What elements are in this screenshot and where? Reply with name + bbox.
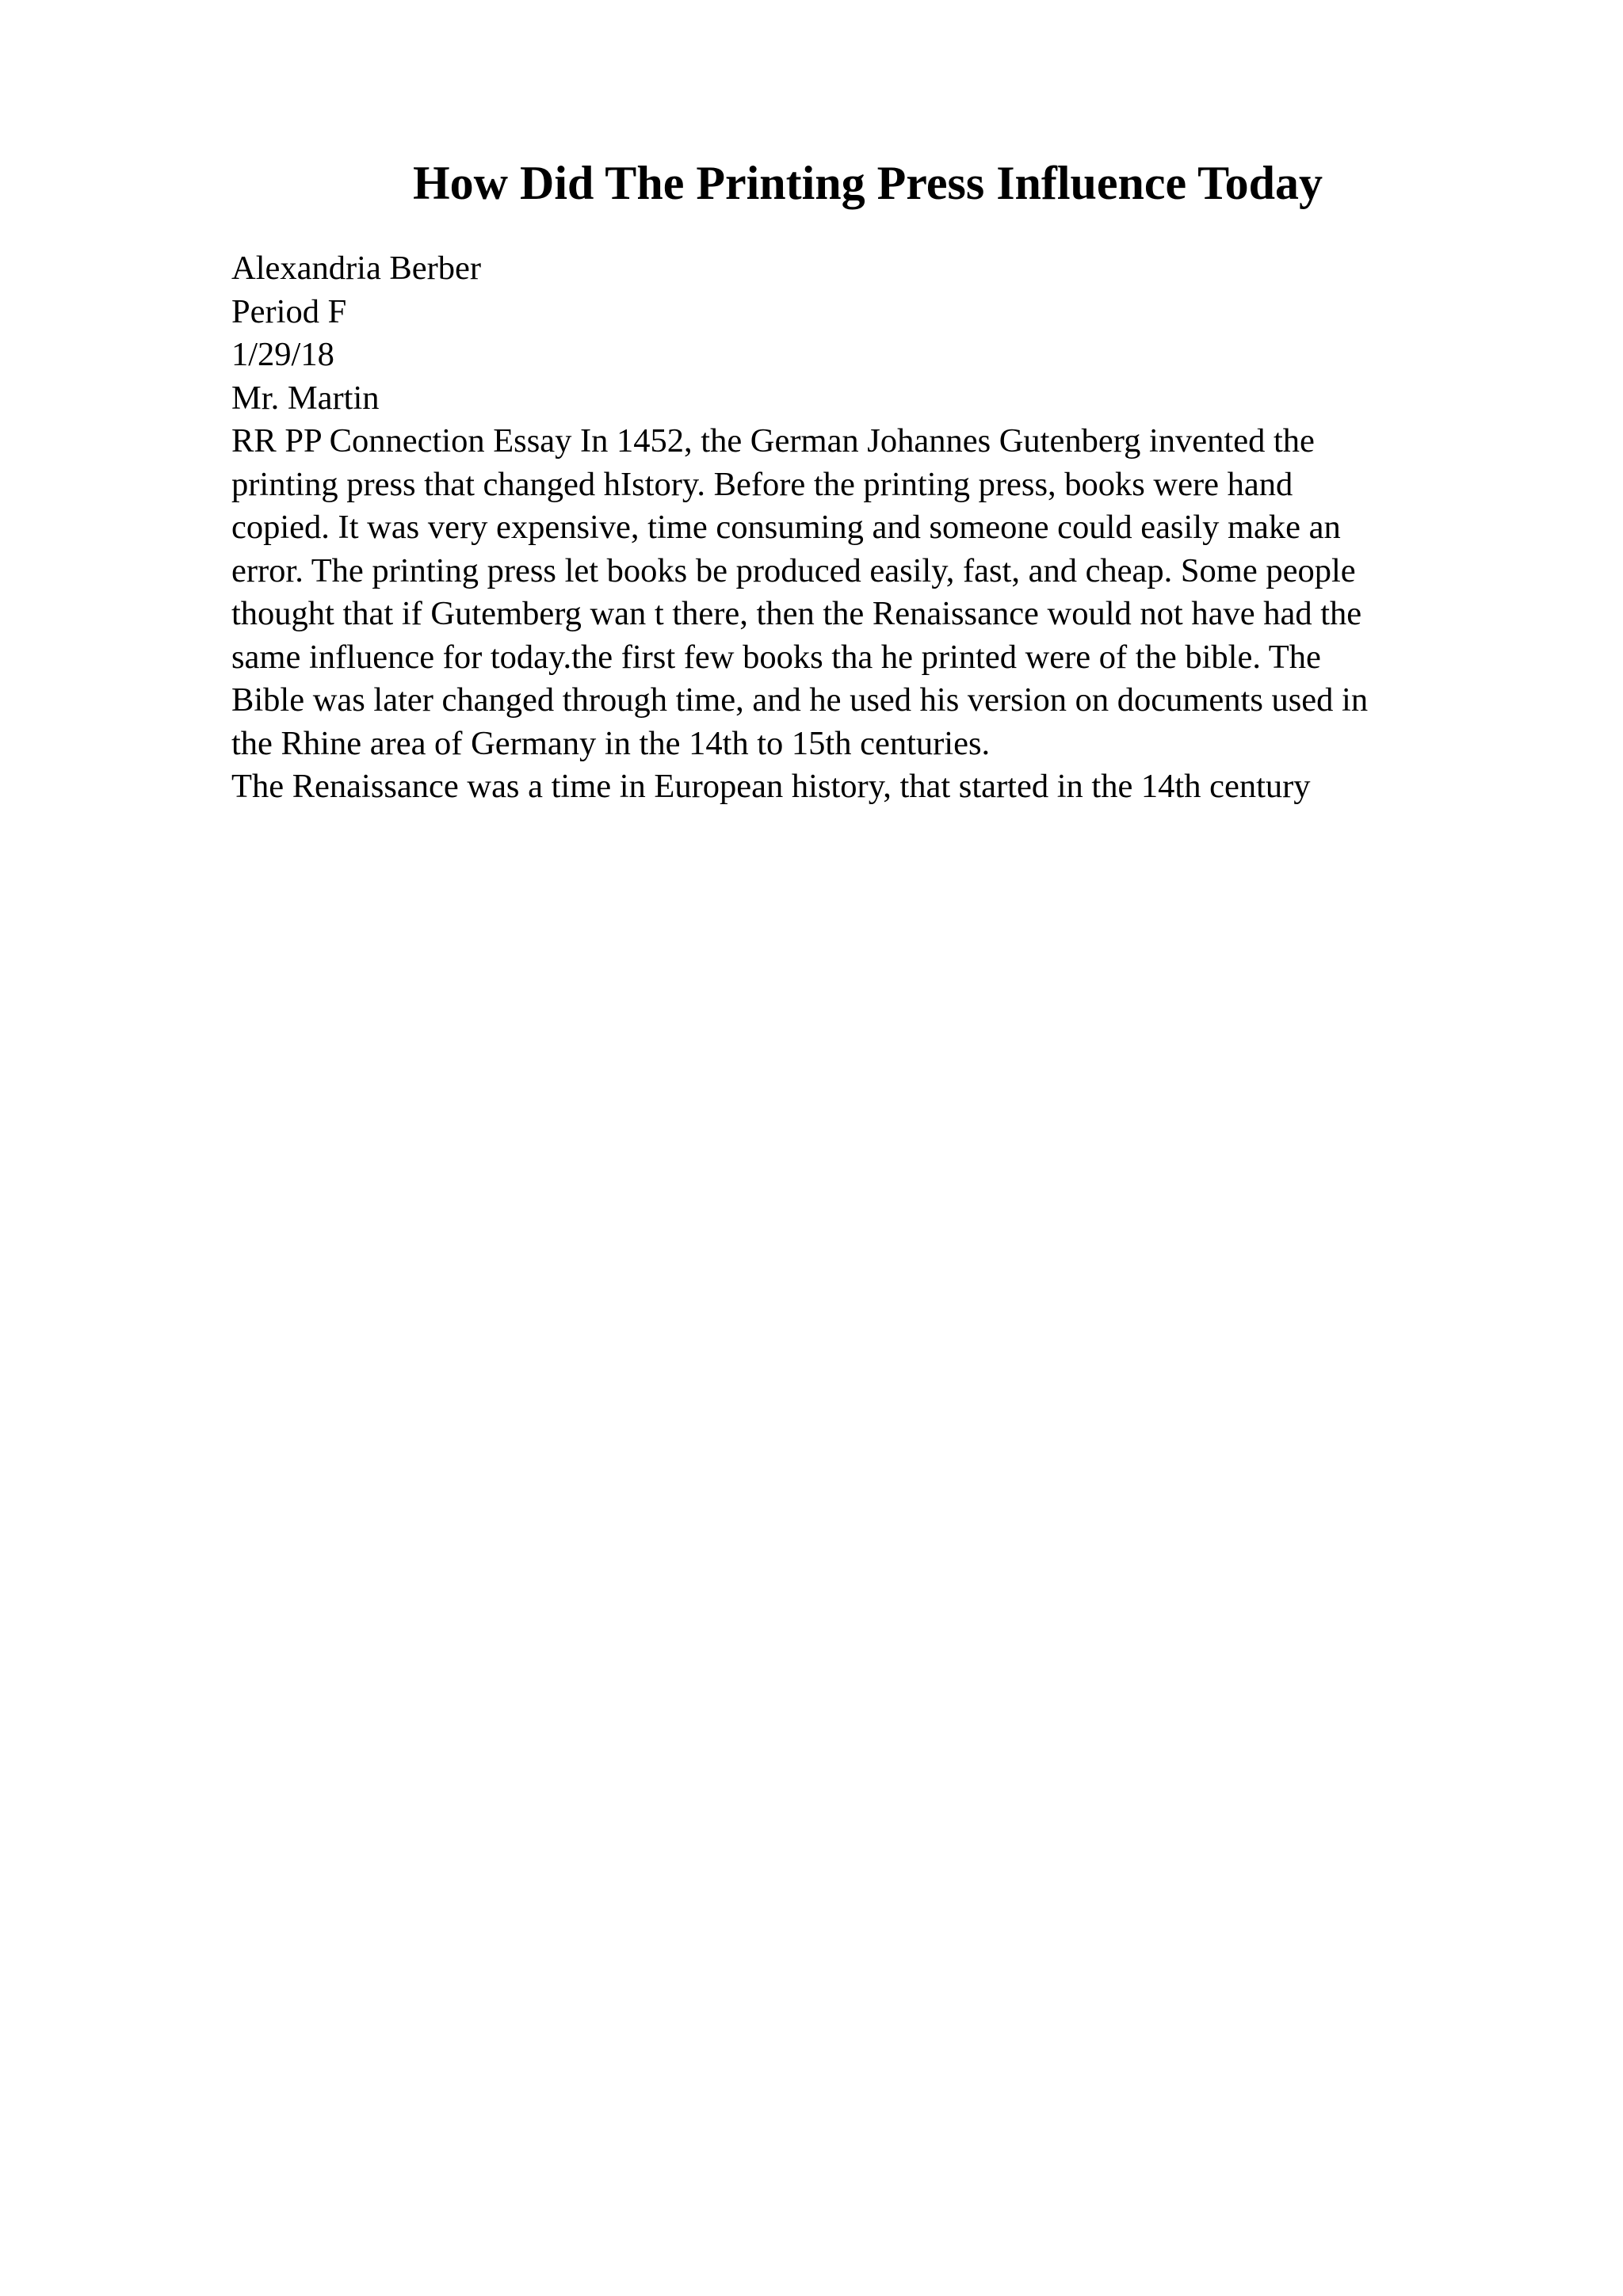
body-line-6: same influence for today.the first few books tha he printed were of the bible. The [231,638,1321,676]
body-line-5: thought that if Gutemberg wan t there, then the Renaissance would not have had the [231,595,1362,632]
body-line-3: copied. It was very expensive, time consuming and someone could easily make an [231,509,1341,546]
author-name: Alexandria Berber [231,250,482,287]
document-date: 1/29/18 [231,336,334,373]
body-line-9: The Renaissance was a time in European history, that started in the 14th century [231,768,1311,805]
body-line-2: printing press that changed hIstory. Before the printing press, books were hand [231,465,1293,503]
body-line-8: the Rhine area of Germany in the 14th to 15th centuries. [231,724,991,762]
class-period: Period F [231,292,347,330]
body-line-7: Bible was later changed through time, and he used his version on documents used in [231,681,1369,719]
document-title: How Did The Printing Press Influence Today [413,157,1323,209]
teacher-name: Mr. Martin [231,379,380,417]
body-line-1: RR PP Connection Essay In 1452, the German Johannes Gutenberg invented the [231,422,1315,460]
document-content [231,247,1499,809]
body-line-4: error. The printing press let books be produced easily, fast, and cheap. Some people [231,551,1356,589]
